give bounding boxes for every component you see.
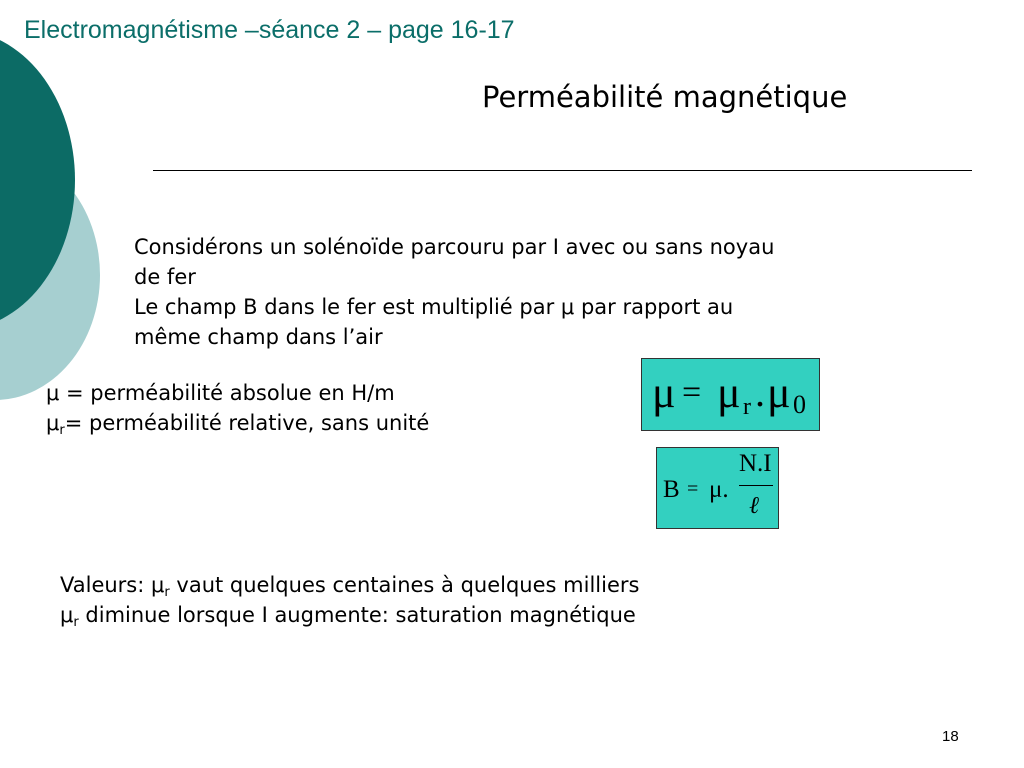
formula-b-equals: =	[687, 478, 699, 500]
definition-mu-r-text: = perméabilité relative, sans unité	[64, 411, 430, 435]
values-paragraph	[60, 570, 639, 630]
definition-mu: μ = perméabilité absolue en H/m	[46, 381, 395, 405]
subscript-r: r	[59, 423, 65, 438]
values-line-2	[60, 600, 639, 630]
values-line-1	[60, 570, 639, 600]
title-divider	[153, 170, 972, 171]
values-line-2-prefix: μ	[60, 603, 74, 627]
values-line-1-text: vaut quelques centaines à quelques milliers	[169, 573, 640, 597]
mu-symbol: μ	[46, 411, 60, 435]
intro-line: Le champ B dans le fer est multiplié par μ par rapport au	[134, 295, 734, 319]
formula-mu-equals: =	[682, 374, 702, 411]
values-line-1-prefix: Valeurs: μ	[60, 573, 165, 597]
subscript-r: r	[73, 615, 79, 630]
formula-mu-sub-r: r	[743, 394, 751, 420]
formula-b-denominator: ℓ	[749, 493, 759, 519]
fraction-bar	[739, 485, 773, 486]
formula-mu-sub-zero: 0	[793, 390, 806, 419]
formula-mu-lhs: μ	[652, 368, 676, 417]
values-line-2-text: diminue lorsque I augmente: saturation magnétique	[78, 603, 636, 627]
intro-paragraph	[134, 232, 934, 352]
formula-mu-product	[641, 358, 820, 431]
intro-line: même champ dans l’air	[134, 325, 383, 349]
definitions	[46, 378, 429, 438]
slide-title: Perméabilité magnétique	[482, 80, 848, 114]
formula-b-lhs: B	[663, 476, 680, 503]
formula-mu-dot: .	[755, 370, 765, 415]
intro-line: Considérons un solénoïde parcouru par I avec ou sans noyau	[134, 235, 775, 259]
definition-mu-r	[46, 408, 429, 438]
formula-mu-mu: μ	[717, 368, 741, 417]
formula-b-numerator: N.I	[739, 450, 772, 477]
course-header-title: Electromagnétisme –séance 2 – page 16-17	[24, 16, 515, 44]
formula-b-mu: μ.	[709, 476, 729, 503]
subscript-r: r	[164, 585, 170, 600]
intro-line: de fer	[134, 265, 196, 289]
formula-mu-mu0: μ	[767, 368, 791, 417]
page-number: 18	[942, 728, 959, 745]
formula-b-field	[656, 447, 779, 529]
